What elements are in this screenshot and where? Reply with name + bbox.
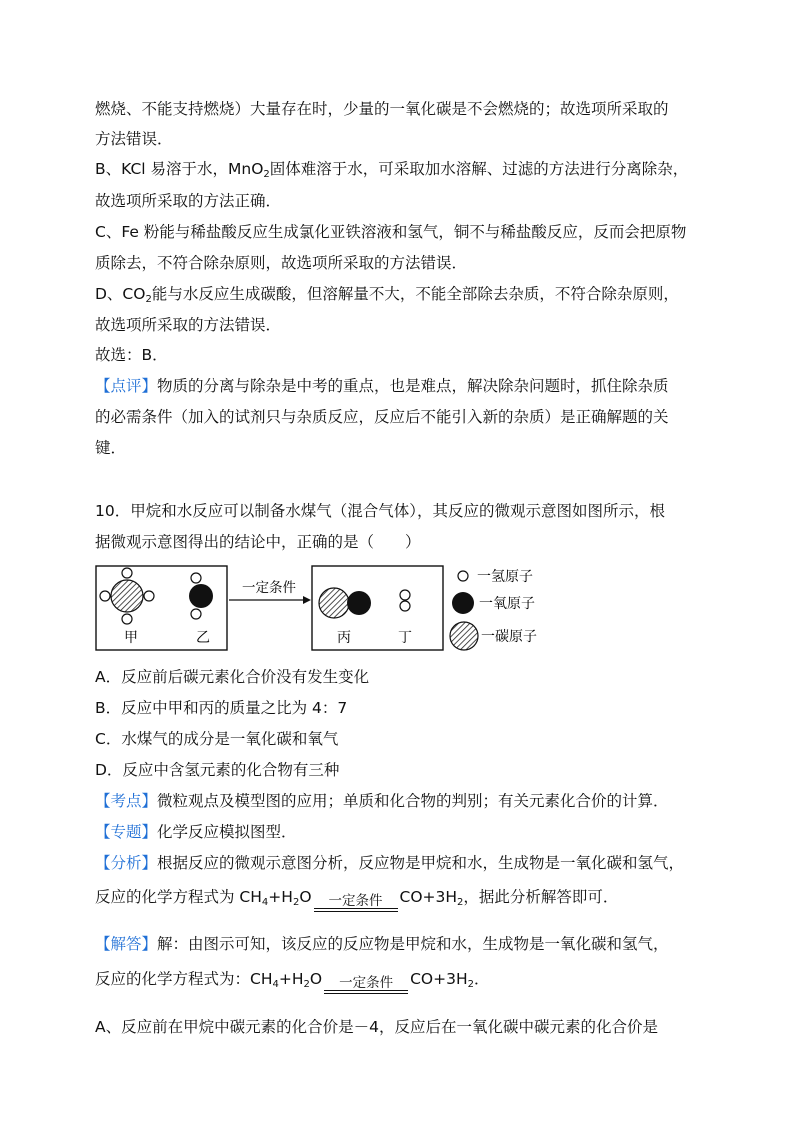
subscript: 2 bbox=[457, 897, 464, 908]
text-segment: 能与水反应生成碳酸，但溶解量不大，不能全部除去杂质，不符合除杂原则， bbox=[151, 285, 679, 303]
text-line: 故选项所采取的方法错误． bbox=[95, 316, 282, 334]
methane-molecule bbox=[100, 568, 154, 624]
answer-tag: 【解答】 bbox=[95, 935, 158, 953]
text-line: 方法错误． bbox=[95, 130, 173, 148]
analysis-tag: 【分析】 bbox=[95, 854, 158, 872]
subscript: 2 bbox=[303, 979, 310, 990]
option-b: B．反应中甲和丙的质量之比为 4：7 bbox=[95, 699, 348, 717]
text-segment: ，据此分析解答即可． bbox=[463, 888, 619, 906]
reaction-condition bbox=[324, 974, 408, 996]
text-line bbox=[95, 933, 669, 955]
text-line bbox=[95, 821, 297, 843]
question-line: 10．甲烷和水反应可以制备水煤气（混合气体），其反应的微观示意图如图所示，根 bbox=[95, 502, 665, 520]
carbon-atom-icon bbox=[450, 622, 478, 650]
option-a: A．反应前后碳元素化合价没有发生变化 bbox=[95, 668, 370, 686]
text-segment: 微粒观点及模型图的应用；单质和化合物的判别；有关元素化合价的计算． bbox=[157, 792, 669, 810]
text-line: A、反应前在甲烷中碳元素的化合价是－4，反应后在一氧化碳中碳元素的化合价是 bbox=[95, 1018, 658, 1036]
equation-line bbox=[95, 968, 490, 996]
text-line: 键． bbox=[95, 439, 127, 457]
question-line: 据微观示意图得出的结论中，正确的是（ ） bbox=[95, 533, 421, 551]
text-segment: 根据反应的微观示意图分析，反应物是甲烷和水，生成物是一氧化碳和氢气， bbox=[157, 854, 685, 872]
subscript: 2 bbox=[467, 979, 474, 990]
text-segment: B、KCl 易溶于水，MnO bbox=[95, 160, 264, 178]
text-line bbox=[95, 852, 684, 874]
text-segment: 化学反应模拟图型． bbox=[157, 823, 297, 841]
arrow-condition: 一定条件 bbox=[242, 580, 296, 596]
text-segment: O bbox=[299, 888, 312, 906]
label-jia: 甲 bbox=[124, 630, 138, 646]
legend-oxygen: 一氧原子 bbox=[479, 596, 535, 612]
text-segment: 固体难溶于水，可采取加水溶解、过滤的方法进行分离除杂， bbox=[269, 160, 689, 178]
subscript: 4 bbox=[261, 897, 269, 908]
text-segment: O bbox=[309, 970, 323, 988]
label-bing: 丙 bbox=[337, 630, 351, 646]
reaction-condition bbox=[314, 892, 398, 914]
text-line: 质除去，不符合除杂原则，故选项所采取的方法错误． bbox=[95, 254, 468, 272]
legend-hydrogen: 一氢原子 bbox=[477, 569, 533, 585]
text-segment: 解：由图示可知，该反应的反应物是甲烷和水，生成物是一氧化碳和氢气， bbox=[157, 935, 669, 953]
legend bbox=[450, 569, 537, 650]
subscript: 2 bbox=[145, 294, 152, 305]
arrow-head-icon bbox=[303, 596, 311, 604]
option-d: D．反应中含氢元素的化合物有三种 bbox=[95, 761, 340, 779]
option-c: C．水煤气的成分是一氧化碳和氧气 bbox=[95, 730, 339, 748]
text-segment: 反应的化学方程式为：CH bbox=[95, 970, 273, 988]
oxygen-atom-icon bbox=[452, 592, 474, 614]
hydrogen-atom-icon bbox=[458, 571, 468, 581]
label-ding: 丁 bbox=[398, 630, 412, 646]
text-segment: 物质的分离与除杂是中考的重点，也是难点，解决除杂问题时，抓住除杂质 bbox=[157, 377, 669, 395]
text-segment: 反应的化学方程式为 CH bbox=[95, 888, 262, 906]
text-segment: CO+3H bbox=[410, 970, 468, 988]
water-molecule bbox=[189, 573, 213, 619]
text-segment: +H bbox=[278, 970, 304, 988]
comment-tag: 【点评】 bbox=[95, 377, 158, 395]
category-tag: 【专题】 bbox=[95, 823, 158, 841]
subscript: 2 bbox=[292, 897, 300, 908]
text-line bbox=[95, 790, 669, 812]
text-line: 故选项所采取的方法正确． bbox=[95, 192, 282, 210]
label-yi: 乙 bbox=[196, 630, 210, 646]
text-line: 故选：B． bbox=[95, 346, 168, 364]
hydrogen-molecule bbox=[400, 590, 410, 611]
condition-text: 一定条件 bbox=[339, 975, 394, 991]
legend-carbon: 一碳原子 bbox=[481, 629, 537, 645]
text-line bbox=[95, 375, 669, 397]
condition-text: 一定条件 bbox=[328, 893, 383, 909]
subscript: 4 bbox=[272, 979, 279, 990]
text-line: 的必需条件（加入的试剂只与杂质反应，反应后不能引入新的杂质）是正确解题的关 bbox=[95, 408, 669, 426]
text-segment: ． bbox=[474, 970, 490, 988]
text-line bbox=[95, 283, 679, 311]
text-line bbox=[95, 158, 688, 186]
text-segment: D、CO bbox=[95, 285, 146, 303]
topic-tag: 【考点】 bbox=[95, 792, 158, 810]
reaction-diagram bbox=[95, 562, 635, 654]
subscript: 2 bbox=[263, 169, 270, 180]
text-segment: CO+3H bbox=[399, 888, 458, 906]
equation-line bbox=[95, 886, 618, 914]
text-line: C、Fe 粉能与稀盐酸反应生成氯化亚铁溶液和氢气，铜不与稀盐酸反应，反而会把原物 bbox=[95, 223, 687, 241]
text-segment: +H bbox=[268, 888, 293, 906]
carbon-monoxide-molecule bbox=[319, 588, 371, 618]
text-line: 燃烧、不能支持燃烧）大量存在时，少量的一氧化碳是不会燃烧的；故选项所采取的 bbox=[95, 100, 669, 118]
